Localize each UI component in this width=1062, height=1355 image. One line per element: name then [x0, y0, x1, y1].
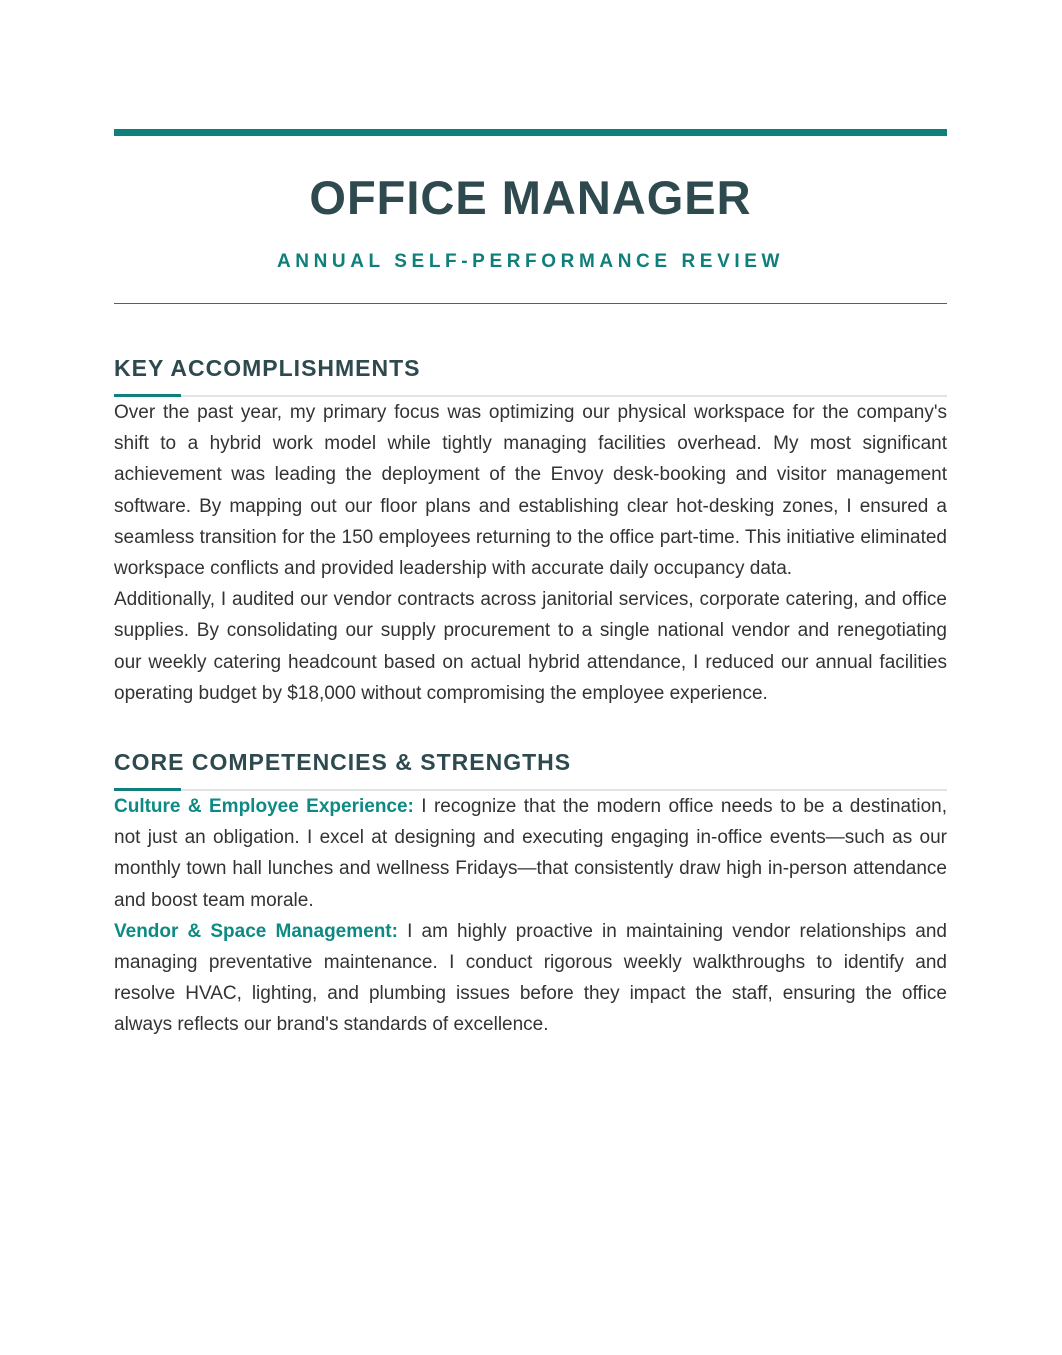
competency-label: Culture & Employee Experience:	[114, 796, 414, 818]
competency-text: I recognize that the modern office needs to be a destination, not just an obligation. I excel at designing and executing engaging in-office events—such as our monthly town hall lunches and wellness Fridays—that consistently draw high in-person attendance and boost team morale.	[114, 796, 947, 911]
section-underline-base	[114, 395, 947, 397]
competency-label: Vendor & Space Management:	[114, 920, 398, 942]
competency-item	[114, 916, 947, 1041]
section-key-accomplishments	[114, 354, 947, 709]
paragraph: Additionally, I audited our vendor contracts across janitorial services, corporate catering, and office supplies. By consolidating our supply procurement to a single national vendor and renegotiating our weekly catering headcount based on actual hybrid attendance, I reduced our annual facilities operating budget by $18,000 without compromising the employee experience.	[114, 589, 947, 704]
section-underline	[114, 788, 947, 791]
section-underline-base	[114, 789, 947, 791]
section-underline-accent	[114, 394, 181, 397]
section-heading: CORE COMPETENCIES & STRENGTHS	[114, 749, 572, 776]
section-heading: KEY ACCOMPLISHMENTS	[114, 355, 421, 381]
page-title: OFFICE MANAGER	[309, 171, 752, 224]
page-subtitle: ANNUAL SELF-PERFORMANCE REVIEW	[276, 251, 785, 272]
paragraph: Over the past year, my primary focus was optimizing our physical workspace for the company's shift to a hybrid work model while tightly managing facilities overhead. My most significant achievement was leading the deployment of the Envoy desk-booking and visitor management software. By mapping out our floor plans and establishing clear hot-desking zones, I ensured a seamless transition for the 150 employees returning to the office part-time. This initiative eliminated workspace conflicts and provided leadership with accurate daily occupancy data.	[114, 402, 947, 580]
section-underline	[114, 394, 947, 397]
competency-text: I am highly proactive in maintaining vendor relationships and managing preventative maintenance. I conduct rigorous weekly walkthroughs to identify and resolve HVAC, lighting, and plumbing issues before they impact the staff, ensuring the office always reflects our brand's standards of excellence.	[114, 920, 947, 1036]
competency-item	[114, 791, 947, 916]
section-underline-accent	[114, 788, 181, 791]
top-accent-bar	[114, 129, 947, 136]
header-divider	[114, 303, 947, 304]
section-core-competencies	[114, 748, 947, 1041]
document-page	[114, 129, 947, 1041]
